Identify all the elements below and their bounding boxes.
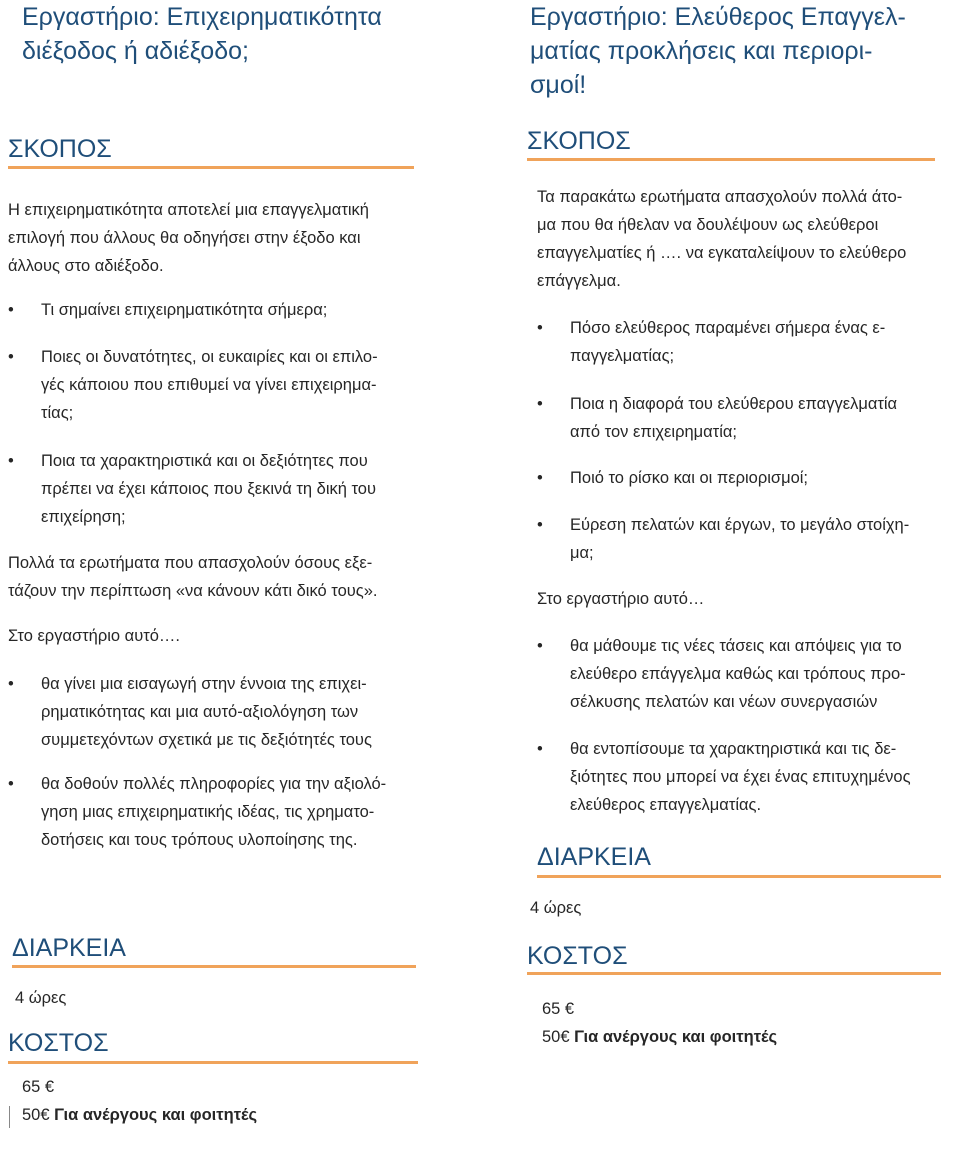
- left-workshop-label: Στο εργαστήριο αυτό….: [8, 627, 181, 645]
- right-title-line: σμοί!: [530, 71, 587, 99]
- left-cost-reduced: [22, 1101, 257, 1129]
- left-workshop-line: θα δοθούν πολλές πληροφορίες για την αξιολό-: [41, 775, 387, 793]
- right-title-line: ματίας προκλήσεις και περιορι-: [530, 37, 873, 65]
- left-workshop-line: γηση μιας επιχειρηματικής ιδέας, τις χρηματο-: [41, 803, 375, 821]
- right-question-line: μα;: [570, 544, 594, 562]
- bullet-icon: •: [537, 469, 543, 487]
- bullet-icon: •: [8, 452, 14, 470]
- left-closing-line: Πολλά τα ερωτήματα που απασχολούν όσους εξε-: [8, 554, 373, 572]
- right-intro: [537, 183, 906, 295]
- right-skopos-rule: [527, 158, 935, 161]
- left-cost-reduced-label: Για ανέργους και φοιτητές: [54, 1106, 258, 1124]
- left-closing: [8, 549, 377, 605]
- right-workshop-line: ελεύθερο επάγγελμα καθώς και τρόπους προ-: [570, 665, 906, 683]
- right-duration-rule: [537, 875, 941, 878]
- left-cost-heading: ΚΟΣΤΟΣ: [8, 1029, 109, 1057]
- left-question-line: επιχείρηση;: [41, 508, 126, 526]
- right-question-line: από τον επιχειρηματία;: [570, 423, 737, 441]
- left-workshop-line: δοτήσεις και τους τρόπους υλοποίησης της.: [41, 831, 358, 849]
- bullet-icon: •: [537, 395, 543, 413]
- right-title-line: Εργαστήριο: Ελεύθερος Επαγγελ-: [530, 3, 906, 31]
- left-question-line: γές κάποιου που επιθυμεί να γίνει επιχειρημα-: [41, 376, 377, 394]
- left-skopos-heading: ΣΚΟΠΟΣ: [8, 135, 112, 163]
- right-question-line: Ποια η διαφορά του ελεύθερου επαγγελματία: [570, 395, 898, 413]
- right-cost-reduced-label: Για ανέργους και φοιτητές: [574, 1028, 778, 1046]
- left-cost-rule: [8, 1061, 418, 1064]
- right-duration-heading: ΔΙΑΡΚΕΙΑ: [537, 843, 651, 871]
- left-question-line: Ποιες οι δυνατότητες, οι ευκαιρίες και οι επιλο-: [41, 348, 378, 366]
- right-cost-reduced-amount: 50€: [542, 1028, 570, 1046]
- left-cost-reduced-amount: 50€: [22, 1106, 50, 1124]
- right-question-line: Ποιό το ρίσκο και οι περιορισμοί;: [570, 469, 809, 487]
- left-intro-line: άλλους στο αδιέξοδο.: [8, 257, 164, 275]
- left-closing-line: τάζουν την περίπτωση «να κάνουν κάτι δικό τους».: [8, 582, 378, 600]
- right-cost-rule: [527, 972, 941, 975]
- bullet-icon: •: [8, 301, 14, 319]
- left-duration-heading: ΔΙΑΡΚΕΙΑ: [12, 934, 126, 962]
- right-workshop-label: Στο εργαστήριο αυτό…: [537, 590, 705, 608]
- left-duration-rule: [12, 965, 416, 968]
- right-cost-reduced: [542, 1023, 777, 1051]
- left-title-line: Εργαστήριο: Επιχειρηματικότητα: [22, 3, 382, 31]
- bullet-icon: •: [537, 637, 543, 655]
- left-workshop-line: συμμετεχόντων σχετικά με τις δεξιότητές τους: [41, 731, 372, 749]
- left-workshop-title: [22, 0, 382, 68]
- left-question-line: πρέπει να έχει κάποιος που ξεκινά τη δική του: [41, 480, 376, 498]
- right-workshop-line: σέλκυσης πελατών και νέων συνεργασιών: [570, 693, 878, 711]
- text-cursor-bar: [9, 1106, 10, 1128]
- right-duration-value: 4 ώρες: [530, 899, 582, 917]
- bullet-icon: •: [537, 740, 543, 758]
- left-question-line: Ποια τα χαρακτηριστικά και οι δεξιότητες που: [41, 452, 368, 470]
- left-question-line: Τι σημαίνει επιχειρηματικότητα σήμερα;: [41, 301, 328, 319]
- bullet-icon: •: [8, 348, 14, 366]
- right-cost-heading: ΚΟΣΤΟΣ: [527, 942, 628, 970]
- right-workshop-title: [530, 0, 906, 102]
- right-intro-line: μα που θα ήθελαν να δουλέψουν ως ελεύθεροι: [537, 216, 879, 234]
- right-intro-line: επαγγελματίες ή …. να εγκαταλείψουν το ελεύθερο: [537, 244, 907, 262]
- right-intro-line: Τα παρακάτω ερωτήματα απασχολούν πολλά άτο-: [537, 188, 903, 206]
- bullet-icon: •: [537, 319, 543, 337]
- right-question-line: Εύρεση πελατών και έργων, το μεγάλο στοίχη-: [570, 516, 910, 534]
- left-question-line: τίας;: [41, 404, 74, 422]
- left-workshop-line: ρηματικότητας και μια αυτό-αξιολόγηση των: [41, 703, 359, 721]
- right-workshop-line: ελεύθερος επαγγελματίας.: [570, 796, 762, 814]
- left-skopos-rule: [8, 166, 414, 169]
- right-workshop-line: θα εντοπίσουμε τα χαρακτηριστικά και τις δε-: [570, 740, 897, 758]
- right-question-line: Πόσο ελεύθερος παραμένει σήμερα ένας ε-: [570, 319, 886, 337]
- right-question-line: παγγελματίας;: [570, 347, 675, 365]
- left-title-line: διέξοδος ή αδιέξοδο;: [22, 37, 249, 65]
- left-workshop-line: θα γίνει μια εισαγωγή στην έννοια της επιχει-: [41, 675, 367, 693]
- left-intro-line: επιλογή που άλλους θα οδηγήσει στην έξοδο και: [8, 229, 361, 247]
- right-cost-full: 65 €: [542, 1000, 575, 1018]
- right-skopos-heading: ΣΚΟΠΟΣ: [527, 127, 631, 155]
- left-intro: [8, 196, 369, 280]
- bullet-icon: •: [537, 516, 543, 534]
- bullet-icon: •: [8, 675, 14, 693]
- bullet-icon: •: [8, 775, 14, 793]
- right-workshop-line: ξιότητες που μπορεί να έχει ένας επιτυχημένος: [570, 768, 911, 786]
- left-cost-full: 65 €: [22, 1078, 55, 1096]
- left-intro-line: Η επιχειρηματικότητα αποτελεί μια επαγγελματική: [8, 201, 369, 219]
- left-duration-value: 4 ώρες: [15, 989, 67, 1007]
- right-workshop-line: θα μάθουμε τις νέες τάσεις και απόψεις για το: [570, 637, 902, 655]
- right-intro-line: επάγγελμα.: [537, 272, 621, 290]
